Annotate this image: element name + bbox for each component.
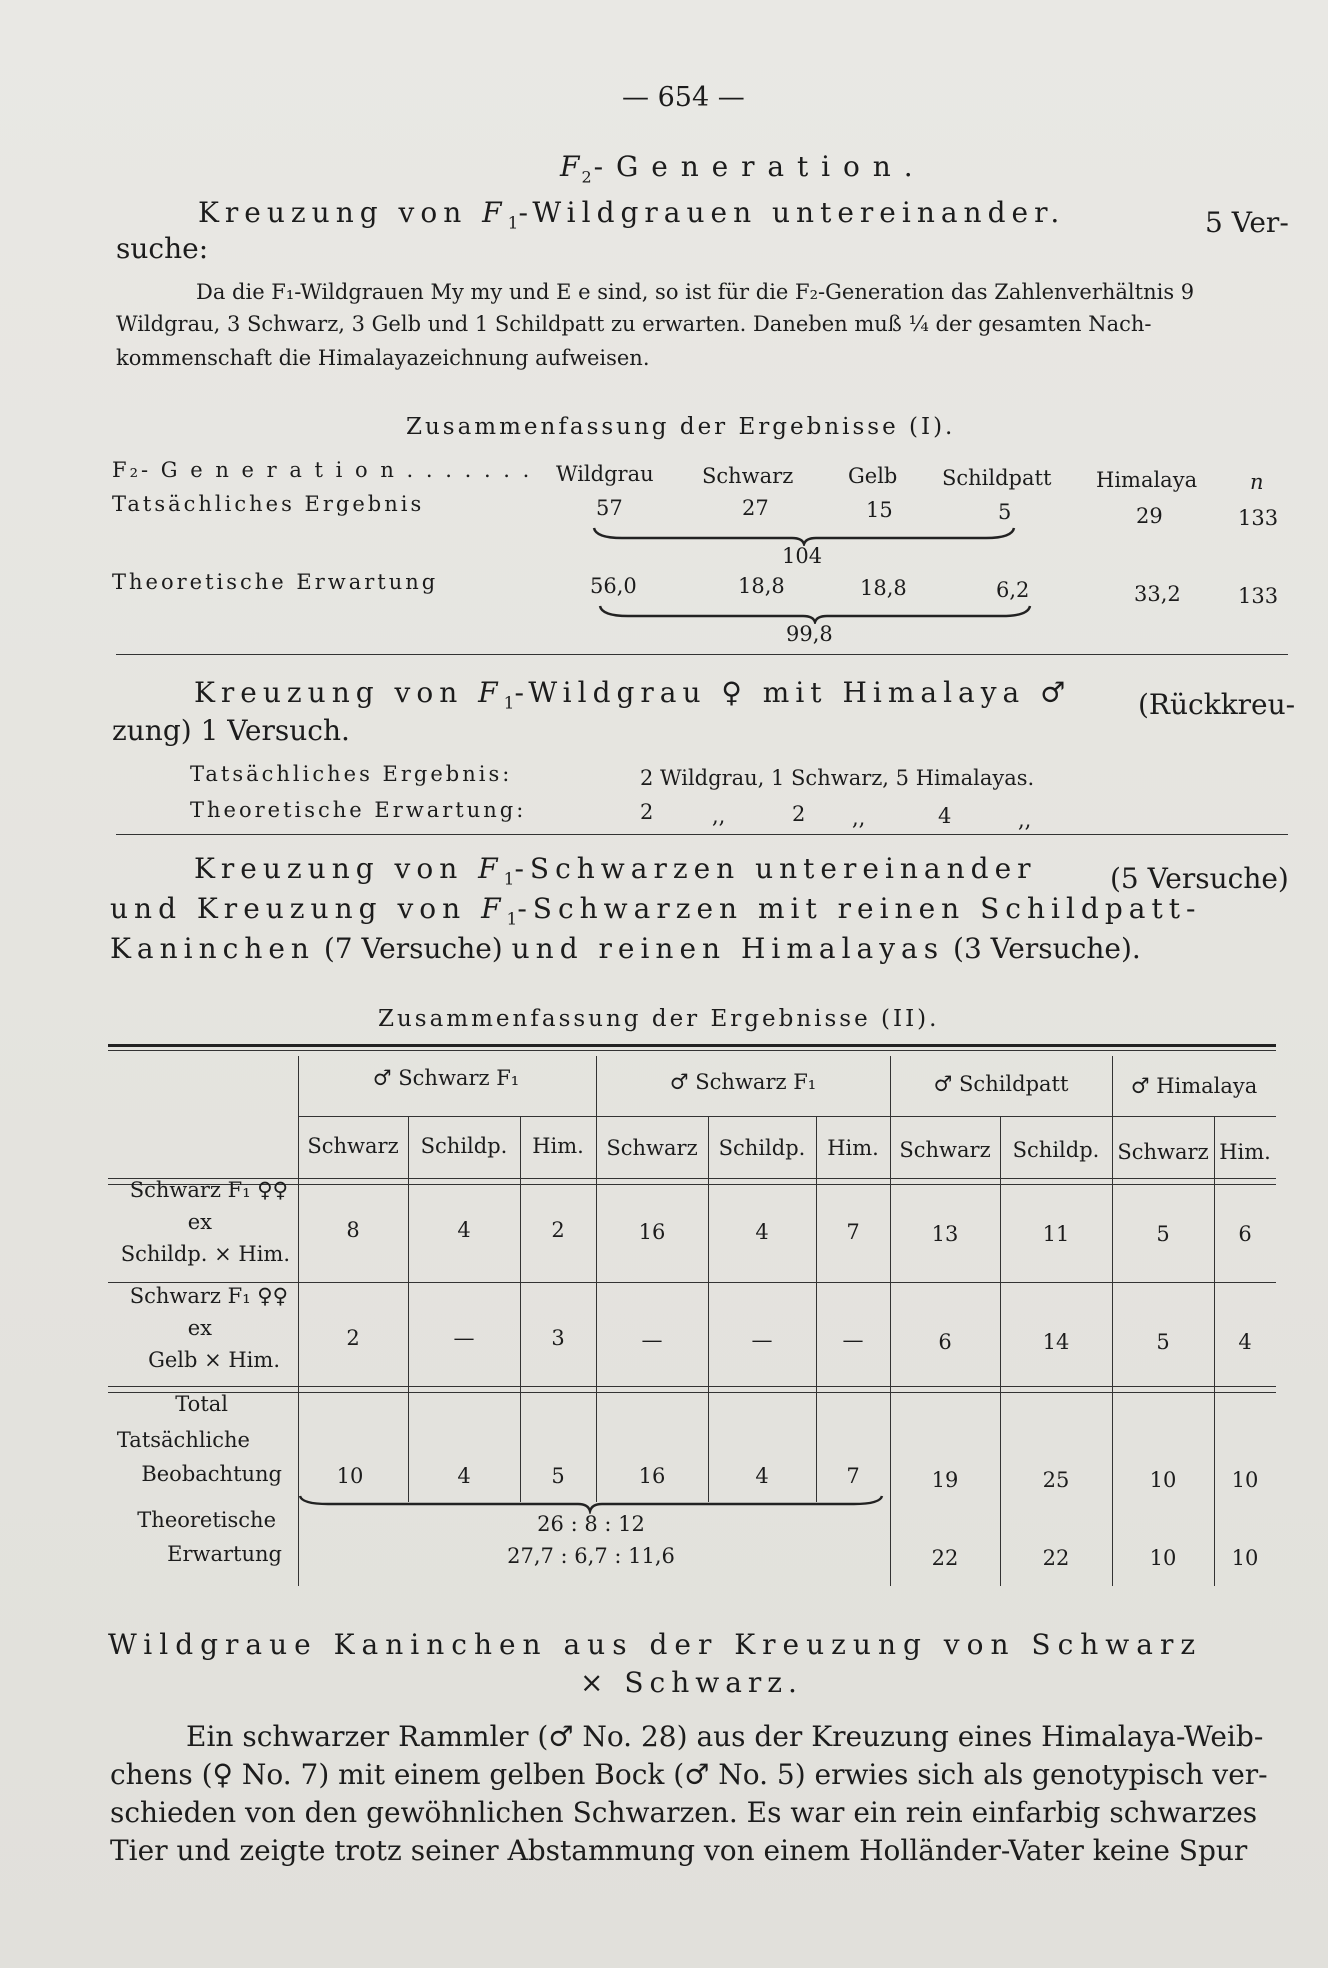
section2-title-end: zung) 1 Versuch. <box>112 714 350 747</box>
s2-val-3: 4 <box>938 804 952 828</box>
s2-ditto-3: ,, <box>1018 808 1032 832</box>
theory-label-2: Erwartung <box>167 1542 282 1566</box>
r1-c1: 8 <box>346 1218 360 1242</box>
r2-c8: 14 <box>1042 1330 1070 1354</box>
r2-c5: — <box>751 1328 773 1352</box>
col-schildpatt: Schildpatt <box>942 466 1052 490</box>
row2-label-1: Schwarz F₁ ♀♀ <box>129 1284 288 1308</box>
subcol: Schwarz <box>899 1138 991 1162</box>
theory-ratio-observed: 26 : 8 : 12 <box>537 1512 645 1536</box>
subcol: Him. <box>1219 1140 1271 1164</box>
subcol: Schwarz <box>606 1136 698 1160</box>
group-header-1: ♂ Schwarz F₁ <box>372 1066 520 1090</box>
r2-c2: — <box>453 1326 475 1350</box>
col-wildgrau: Wildgrau <box>556 462 654 486</box>
r1-c5: 4 <box>755 1220 769 1244</box>
row1-n: 133 <box>1238 506 1279 530</box>
section3-line2: und Kreuzung von $F_1$-Schwarzen mit reinen Schildpatt- <box>110 892 1202 930</box>
row2-label-3: Gelb × Him. <box>148 1348 280 1372</box>
col-schwarz: Schwarz <box>702 464 794 488</box>
r1-c2: 4 <box>457 1218 471 1242</box>
r1-c7: 13 <box>931 1222 959 1246</box>
summary1-row2-label: Theoretische Erwartung <box>112 570 439 594</box>
th-c7: 22 <box>931 1546 959 1570</box>
summary2-title: Zusammenfassung der Ergebnisse (II). <box>378 1006 940 1032</box>
subcol: Schildp. <box>718 1136 806 1160</box>
t-c7: 19 <box>931 1468 959 1492</box>
t-c8: 25 <box>1042 1468 1070 1492</box>
r1-c4: 16 <box>638 1220 666 1244</box>
t-c6: 7 <box>846 1464 860 1488</box>
summary1-row1-label: Tatsächliches Ergebnis <box>112 492 425 516</box>
r1-c8: 11 <box>1042 1222 1070 1246</box>
r2-c4: — <box>641 1328 663 1352</box>
t-c5: 4 <box>755 1464 769 1488</box>
r2-c1: 2 <box>346 1326 360 1350</box>
r1-c6: 7 <box>846 1220 860 1244</box>
total-brace <box>298 1494 884 1514</box>
s2-ditto-2: ,, <box>852 806 866 830</box>
divider <box>116 834 1288 835</box>
section4-para-2: chens (♀ No. 7) mit einem gelben Bock (♂ No. 5) erwies sich als genotypisch ver- <box>110 1758 1268 1791</box>
row1-label-3: Schildp. × Him. <box>120 1242 290 1266</box>
th-c9: 10 <box>1149 1546 1177 1570</box>
row2-himalaya: 33,2 <box>1134 582 1181 606</box>
theory-ratio-expected: 27,7 : 6,7 : 11,6 <box>507 1544 675 1568</box>
summary1-row-head: F₂- G e n e r a t i o n . . . . . . . <box>112 458 533 482</box>
section2-line2-label: Theoretische Erwartung: <box>190 798 527 822</box>
section2-line1-text: 2 Wildgrau, 1 Schwarz, 5 Himalayas. <box>640 766 1035 790</box>
r1-c9: 5 <box>1156 1222 1170 1246</box>
group-header-2: ♂ Schwarz F₁ <box>669 1070 817 1094</box>
section3-line1: Kreuzung von $F_1$-Schwarzen untereinander <box>194 852 1037 890</box>
section1-para-line1: Da die F₁-Wildgrauen My my und E e sind, so ist für die F₂-Generation das Zahlenverhältnis 9 <box>196 280 1195 304</box>
row1-label-2: ex <box>187 1210 212 1234</box>
section-heading: $F_2-$ G e n e r a t i o n . <box>560 150 915 187</box>
section1-title-end: suche: <box>116 232 209 265</box>
subcol: Schwarz <box>307 1134 399 1158</box>
section1-para-line2: Wildgrau, 3 Schwarz, 3 Gelb und 1 Schildpatt zu erwarten. Daneben muß ¼ der gesamten Nach- <box>116 312 1152 336</box>
subcol: Schildp. <box>1012 1138 1100 1162</box>
row2-gelb: 18,8 <box>860 576 907 600</box>
r1-c10: 6 <box>1238 1222 1252 1246</box>
r2-c9: 5 <box>1156 1330 1170 1354</box>
section1-title-cont: 5 Ver- <box>1205 206 1289 239</box>
group-header-3: ♂ Schildpatt <box>933 1072 1069 1096</box>
row2-label-2: ex <box>187 1316 212 1340</box>
subcol: Schwarz <box>1117 1140 1209 1164</box>
row1-gelb: 15 <box>866 498 893 522</box>
row1-himalaya: 29 <box>1136 504 1163 528</box>
total-label-2: Tatsächliche <box>116 1428 250 1452</box>
col-himalaya: Himalaya <box>1096 468 1198 492</box>
col-gelb: Gelb <box>848 464 898 488</box>
divider <box>116 654 1288 655</box>
section2-title-cont: (Rückkreu- <box>1138 688 1296 721</box>
t-c9: 10 <box>1149 1468 1177 1492</box>
row2-n: 133 <box>1238 584 1279 608</box>
row1-sum: 104 <box>782 544 823 568</box>
t-c10: 10 <box>1231 1468 1259 1492</box>
t-c3: 5 <box>551 1464 565 1488</box>
row1-label-1: Schwarz F₁ ♀♀ <box>129 1178 288 1202</box>
row1-wildgrau: 57 <box>596 496 623 520</box>
r2-c3: 3 <box>551 1326 565 1350</box>
row2-schwarz: 18,8 <box>738 574 785 598</box>
row1-brace <box>592 526 1016 546</box>
section3-line3: Kaninchen (7 Versuche) und reinen Himalayas (3 Versuche). <box>110 932 1141 965</box>
row1-schildpatt: 5 <box>998 500 1012 524</box>
section3-line1-cont: (5 Versuche) <box>1110 862 1289 895</box>
summary1-title: Zusammenfassung der Ergebnisse (I). <box>406 414 956 440</box>
section2-line1-label: Tatsächliches Ergebnis: <box>190 762 513 786</box>
t-c2: 4 <box>457 1464 471 1488</box>
r2-c6: — <box>842 1328 864 1352</box>
col-n: n <box>1250 470 1264 494</box>
s2-val-1: 2 <box>640 800 654 824</box>
section4-para-1: Ein schwarzer Rammler (♂ No. 28) aus der Kreuzung eines Himalaya-Weib- <box>186 1720 1264 1753</box>
subcol: Him. <box>827 1136 879 1160</box>
th-c8: 22 <box>1042 1546 1070 1570</box>
theory-label-1: Theoretische <box>137 1508 276 1532</box>
total-label-3: Beobachtung <box>141 1462 282 1486</box>
row1-schwarz: 27 <box>742 496 769 520</box>
row2-brace <box>598 604 1032 624</box>
section4-para-4: Tier und zeigte trotz seiner Abstammung von einem Holländer-Vater keine Spur <box>110 1834 1248 1867</box>
r2-c10: 4 <box>1238 1330 1252 1354</box>
section1-para-line3: kommenschaft die Himalayazeichnung aufweisen. <box>116 346 650 370</box>
section4-para-3: schieden von den gewöhnlichen Schwarzen. Es war ein rein einfarbig schwarzes <box>110 1796 1258 1829</box>
section4-title-1: Wildgraue Kaninchen aus der Kreuzung von Schwarz <box>108 1628 1203 1661</box>
row2-wildgrau: 56,0 <box>590 574 637 598</box>
row2-sum: 99,8 <box>786 622 833 646</box>
s2-val-2: 2 <box>792 802 806 826</box>
row2-schildpatt: 6,2 <box>996 578 1030 602</box>
group-header-4: ♂ Himalaya <box>1130 1074 1258 1098</box>
section4-title-2: × Schwarz. <box>580 1666 803 1699</box>
section1-title: Kreuzung von $F_1$-Wildgrauen untereinander. <box>198 196 1066 234</box>
r2-c7: 6 <box>938 1330 952 1354</box>
page-number: — 654 — <box>622 82 745 113</box>
th-c10: 10 <box>1231 1546 1259 1570</box>
subcol: Schildp. <box>420 1134 508 1158</box>
section2-title: Kreuzung von $F_1$-Wildgrau ♀ mit Himalaya ♂ <box>194 676 1072 714</box>
t-c4: 16 <box>638 1464 666 1488</box>
r1-c3: 2 <box>551 1218 565 1242</box>
s2-ditto-1: ,, <box>712 804 726 828</box>
subcol: Him. <box>532 1134 584 1158</box>
total-label-1: Total <box>175 1392 228 1416</box>
t-c1: 10 <box>336 1464 364 1488</box>
